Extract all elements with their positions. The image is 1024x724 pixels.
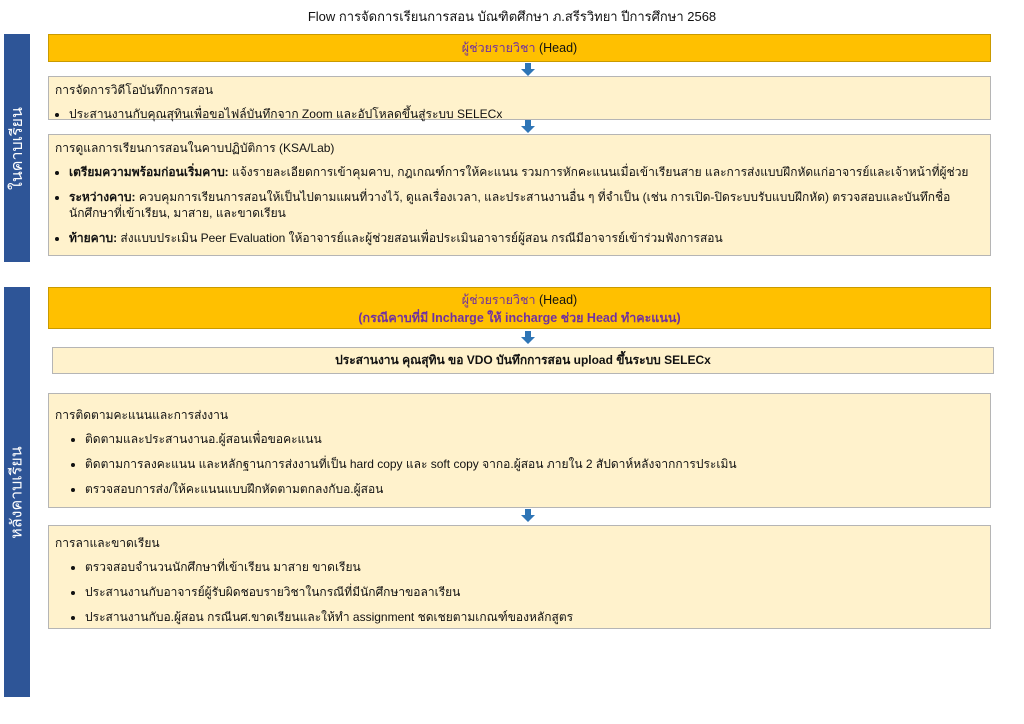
lab-supervision-box: [48, 134, 991, 256]
list-item: • ติดตามและประสานงานอ.ผู้สอนเพื่อขอคะแนน: [85, 431, 984, 447]
arrow-down-icon: [521, 120, 535, 134]
score-tracking-box: [48, 393, 991, 508]
list-item: • ประสานงานกับอาจารย์ผู้รับผิดชอบรายวิชาในกรณีที่มีนักศึกษาขอลาเรียน: [85, 584, 984, 600]
list-item: • ประสานงานกับคุณสุทินเพื่อขอไฟล์บันทึกจาก Zoom และอัปโหลดขึ้นสู่ระบบ SELECx: [69, 106, 984, 122]
score-tracking-heading: การติดตามคะแนนและการส่งงาน: [55, 408, 229, 422]
lab-supervision-heading: การดูแลการเรียนการสอนในคาบปฏิบัติการ (KSA/Lab): [55, 141, 335, 155]
list-item: • ระหว่างคาบ: ควบคุมการเรียนการสอนให้เป็นไปตามแผนที่วางไว้, ดูแลเรื่องเวลา, และประสานงานอื่น ๆ ที่จำเป็น (เช่น การเปิด-ปิดระบบรับแบบฝึกหัด) ตรวจสอบและบันทึกชื่อนักศึกษาที่เข้าเรียน, มาสาย, และขาดเรียน: [69, 189, 984, 221]
list-item: • ประสานงานกับอ.ผู้สอน กรณีนศ.ขาดเรียนและให้ทำ assignment ชดเชยตามเกณฑ์ของหลักสูตร: [85, 609, 984, 625]
list-item: • ติดตามการลงคะแนน และหลักฐานการส่งงานที่เป็น hard copy และ soft copy จากอ.ผู้สอน ภายใน 2 สัปดาห์หลังจากการประเมิน: [85, 456, 984, 472]
head-role: ผู้ช่วยรายวิชา: [461, 41, 536, 55]
list-item: • ตรวจสอบจำนวนนักศึกษาที่เข้าเรียน มาสาย ขาดเรียน: [85, 559, 984, 575]
arrow-down-icon: [521, 63, 535, 77]
vdo-upload-box: ประสานงาน คุณสุทิน ขอ VDO บันทึกการสอน upload ขึ้นระบบ SELECx: [52, 347, 994, 374]
list-item: • เตรียมความพร้อมก่อนเริ่มคาบ: แจ้งรายละเอียดการเข้าคุมคาบ, กฎเกณฑ์การให้คะแนน รวมการหักคะแนนเมื่อเข้าเรียนสาย และการส่งแบบฝึกหัดแก่อาจารย์และเจ้าหน้าที่ผู้ช่วย: [69, 164, 984, 180]
section-in-class-label: ในคาบเรียน: [4, 34, 30, 262]
page-title: Flow การจัดการเรียนการสอน บัณฑิตศึกษา ภ.สรีรวิทยา ปีการศึกษา 2568: [307, 9, 717, 24]
arrow-down-icon: [521, 331, 535, 345]
section-after-class-label: หลังคาบเรียน: [4, 287, 30, 697]
absence-box: [48, 525, 991, 629]
list-item: • ตรวจสอบการส่ง/ให้คะแนนแบบฝึกหัดตามตกลงกับอ.ผู้สอน: [85, 481, 984, 497]
list-item: • ท้ายคาบ: ส่งแบบประเมิน Peer Evaluation ให้อาจารย์และผู้ช่วยสอนเพื่อประเมินอาจารย์ผู้สอน กรณีมีอาจารย์เข้าร่วมฟังการสอน: [69, 230, 984, 246]
absence-heading: การลาและขาดเรียน: [55, 536, 160, 550]
video-recording-heading: การจัดการวิดีโอบันทึกการสอน: [55, 83, 214, 97]
arrow-down-icon: [521, 509, 535, 523]
incharge-note: (กรณีคาบที่มี Incharge ให้ incharge ช่วย Head ทำคะแนน): [358, 311, 681, 325]
head-role: ผู้ช่วยรายวิชา: [461, 293, 536, 307]
head-role-en: (Head): [535, 41, 578, 55]
video-recording-box: [48, 76, 991, 120]
head-assistant-box-2: [48, 287, 991, 329]
head-assistant-box: [48, 34, 991, 62]
head-role-en: (Head): [535, 293, 578, 307]
